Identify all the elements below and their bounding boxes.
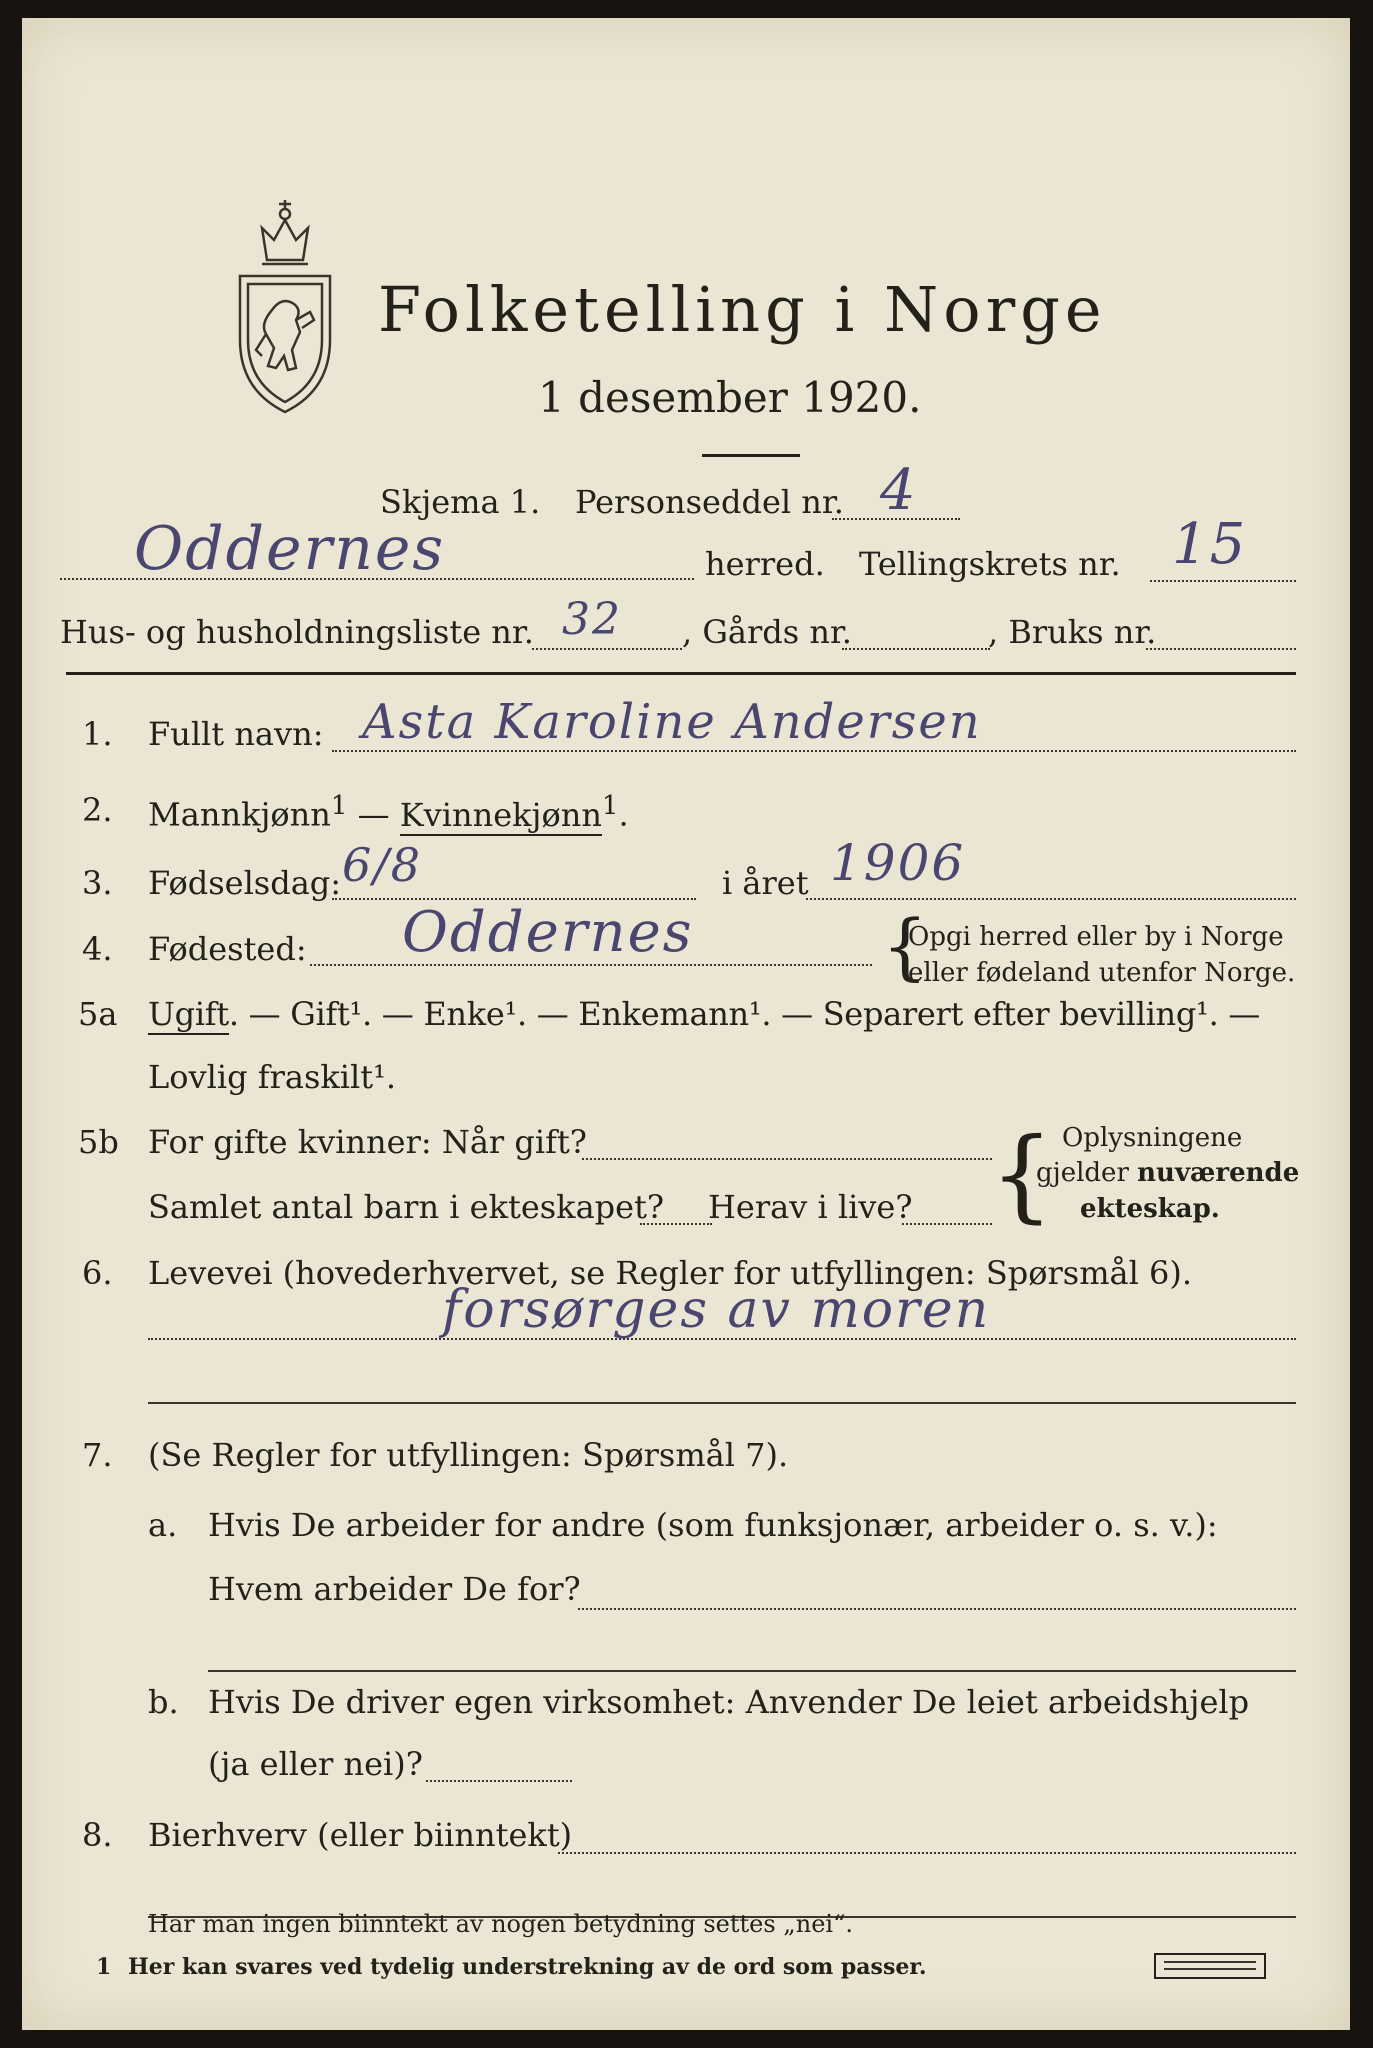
q4-note-2: eller fødeland utenfor Norge. [908, 958, 1296, 988]
form-subtitle: 1 desember 1920. [538, 373, 922, 422]
q7-number: 7. [82, 1436, 113, 1474]
q5b-note-3: ekteskap. [1080, 1194, 1220, 1224]
q5a-line-2: Lovlig fraskilt¹. [148, 1058, 397, 1096]
q7a-question: Hvem arbeider De for? [208, 1570, 581, 1608]
schema-label: Skjema 1. [380, 483, 541, 521]
q5b-gift-dotted-line [582, 1158, 992, 1160]
q7b-letter: b. [148, 1683, 179, 1721]
q2-dash: — [347, 795, 400, 834]
q7a-letter: a. [148, 1506, 178, 1544]
q5b-number: 5b [78, 1123, 119, 1161]
tellingskrets-label: Tellingskrets nr. [859, 545, 1121, 583]
header-rule [66, 672, 1296, 675]
q5b-brace: { [990, 1116, 1054, 1233]
gards-dotted-line [842, 648, 990, 650]
q2-mann-sup: 1 [330, 791, 348, 821]
footnote-mark: 1 [96, 1954, 112, 1980]
tellingskrets-dotted-line [1150, 580, 1296, 582]
q3-number: 3. [82, 864, 113, 902]
q5b-note-2b: nuværende [1137, 1158, 1300, 1188]
q3-label: Fødselsdag: [148, 864, 342, 902]
q8-note: Har man ingen biinntekt av nogen betydning settes „nei“. [148, 1910, 853, 1938]
personseddel-value: 4 [880, 458, 918, 523]
q3-value: 6/8 [342, 838, 423, 892]
q7b-question: (ja eller nei)? [208, 1745, 423, 1783]
printer-stamp [1154, 1953, 1266, 1979]
husliste-value: 32 [562, 594, 622, 645]
herred-label: herred. [705, 545, 825, 583]
q5b-note-1: Oplysningene [1062, 1123, 1243, 1153]
q1-value: Asta Karoline Andersen [362, 694, 982, 750]
husliste-dotted-line [532, 648, 682, 650]
q5b-live-dotted-line [902, 1223, 992, 1225]
q3-year-dotted-line [806, 898, 1296, 900]
q7a-dotted-line [578, 1608, 1296, 1610]
q2-mann: Mannkjønn [148, 795, 331, 834]
title-divider [702, 454, 800, 457]
q4-value: Oddernes [402, 900, 694, 965]
q2-kvinne: Kvinnekjønn [399, 795, 602, 834]
q7b-text: Hvis De driver egen virksomhet: Anvender De leiet arbeidshjelp [208, 1683, 1250, 1721]
q4-note-1: Opgi herred eller by i Norge [908, 922, 1284, 952]
q1-label: Fullt navn: [148, 715, 324, 753]
q5a-rest: . — Gift¹. — Enke¹. — Enkemann¹. — Separert efter bevilling¹. — [228, 995, 1261, 1033]
form-title: Folketelling i Norge [378, 273, 1107, 346]
q1-number: 1. [82, 715, 113, 753]
q7a-text: Hvis De arbeider for andre (som funksjonær, arbeider o. s. v.): [208, 1506, 1218, 1544]
q5b-line-2a: Samlet antal barn i ekteskapet? [148, 1188, 665, 1226]
q5b-line-1: For gifte kvinner: Når gift? [148, 1123, 587, 1161]
q2-end: . [618, 795, 629, 834]
herred-value: Oddernes [134, 514, 446, 584]
q6-extra-line [148, 1402, 1296, 1404]
q2-text [148, 791, 629, 834]
q1-dotted-line [332, 750, 1296, 752]
q6-value: forsørges av moren [442, 1280, 991, 1340]
coat-of-arms-emblem [222, 200, 348, 420]
q3-year-label: i året [722, 864, 809, 902]
q8-dotted-line [558, 1852, 1296, 1854]
q5b-barn-dotted-line [640, 1223, 712, 1225]
q4-number: 4. [82, 930, 113, 968]
bruks-label: , Bruks nr. [988, 613, 1157, 651]
q2-number: 2. [82, 791, 113, 829]
footnote-text: Her kan svares ved tydelig understrekning av de ord som passer. [128, 1954, 927, 1980]
q5a-number: 5a [78, 995, 118, 1033]
q5b-note-2 [1036, 1158, 1299, 1188]
q7-label: (Se Regler for utfyllingen: Spørsmål 7). [148, 1436, 789, 1474]
q4-brace: { [882, 904, 928, 988]
bruks-dotted-line [1146, 648, 1296, 650]
q5b-line-2b: Herav i live? [708, 1188, 913, 1226]
q5a-line-1 [148, 995, 1260, 1033]
husliste-label: Hus- og husholdningsliste nr. [60, 613, 534, 651]
q4-label: Fødested: [148, 930, 307, 968]
q6-label: Levevei (hovederhvervet, se Regler for utfyllingen: Spørsmål 6). [148, 1254, 1193, 1292]
q5a-ugift: Ugift [148, 995, 229, 1033]
q5b-note-2a: gjelder [1036, 1158, 1138, 1188]
q8-label: Bierhverv (eller biinntekt) [148, 1816, 573, 1854]
tellingskrets-value: 15 [1172, 512, 1248, 577]
census-form [22, 18, 1350, 2030]
q8-number: 8. [82, 1816, 113, 1854]
personseddel-label: Personseddel nr. [575, 483, 844, 521]
q2-kvinne-sup: 1 [601, 791, 619, 821]
q6-number: 6. [82, 1254, 113, 1292]
q7a-extra-line [208, 1670, 1296, 1672]
gards-label: , Gårds nr. [682, 613, 852, 651]
q3-year-value: 1906 [830, 834, 966, 892]
q7b-dotted-line [426, 1780, 572, 1782]
